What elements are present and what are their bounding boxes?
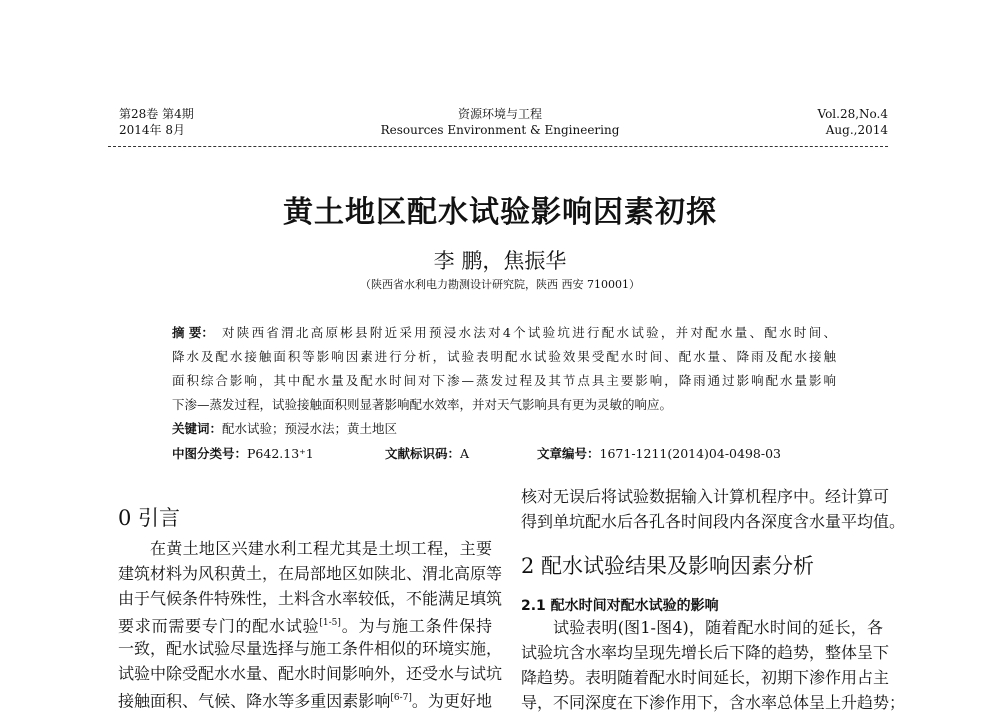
abstract (172, 321, 836, 417)
body-line: 试验中除受配水水量、配水时间影响外，还受水与试坑 (118, 664, 503, 683)
volume-issue-cn: 第28卷 第4期 (119, 107, 194, 121)
journal-volume (818, 106, 889, 138)
document-code-label: 文献标识码： (385, 446, 461, 461)
body-line: 导，不同深度在下渗作用下，含水率总体呈上升趋势； (521, 693, 906, 712)
subsection-heading: 2.1 配水时间对配水试验的影响 (521, 598, 719, 614)
section-heading-introduction: 0 引言 (118, 506, 181, 530)
body-line (118, 611, 492, 636)
document-code (385, 444, 469, 462)
article-number-value: 1671-1211(2014)04-0498-03 (599, 446, 781, 461)
body-text: 要求而需要专门的配水试验 (118, 616, 320, 636)
journal-name-en: Resources Environment & Engineering (380, 123, 620, 137)
affiliation: （陕西省水利电力勘测设计研究院，陕西 西安 710001） (360, 278, 640, 291)
abstract-line: 下渗—蒸发过程，试验接触面积则显著影响配水效率，并对天气影响具有更为灵敏的响应。 (172, 397, 673, 412)
date-en: Aug.,2014 (825, 123, 888, 137)
abstract-line: 降水及配水接触面积等影响因素进行分析，试验表明配水试验效果受配水时间、配水量、降雨及配水接触 (172, 349, 836, 364)
body-text: 。为更好地 (411, 691, 492, 711)
left-column-body (118, 536, 503, 711)
article-number (537, 444, 781, 462)
citation[interactable]: [1-5] (319, 618, 341, 628)
body-line: 试验表明(图1-图4)，随着配水时间的延长，各 (553, 618, 883, 637)
classification-label: 中图分类号： (172, 446, 248, 461)
document-code-value: A (460, 446, 470, 461)
article-number-label: 文章编号： (537, 446, 600, 461)
body-line: 得到单坑配水后各孔各时间段内各深度含水量平均值。 (521, 512, 906, 531)
keywords (172, 419, 397, 437)
body-line: 建筑材料为风积黄土，在局部地区如陕北、渭北高原等 (118, 564, 503, 583)
body-line: 试验坑含水率均呈现先增长后下降的趋势，整体呈下 (521, 643, 890, 662)
body-line: 在黄土地区兴建水利工程尤其是土坝工程，主要 (150, 539, 492, 558)
citation[interactable]: [6-7] (390, 693, 412, 703)
paper-title: 黄土地区配水试验影响因素初探 (283, 195, 717, 230)
right-column-body (521, 615, 906, 715)
date-cn: 2014年 8月 (119, 123, 185, 137)
journal-name-cn: 资源环境与工程 (457, 107, 542, 121)
keywords-value: 配水试验；预浸水法；黄土地区 (222, 421, 398, 436)
abstract-line: 面积综合影响，其中配水量及配水时间对下渗—蒸发过程及其节点具主要影响，降雨通过影响配水量影响 (172, 373, 836, 388)
body-line (118, 686, 492, 711)
abstract-label: 摘 要： (172, 325, 214, 340)
body-text: 接触面积、气候、降水等多重因素影响 (118, 691, 391, 711)
body-line: 降趋势。表明随着配水时间延长，初期下渗作用占主 (521, 668, 890, 687)
body-text: 。为与施工条件保持 (340, 616, 492, 636)
abstract-line: 对陕西省渭北高原彬县附近采用预浸水法对4个试验坑进行配水试验，并对配水量、配水时间、 (222, 325, 836, 340)
body-line: 一致，配水试验尽量选择与施工条件相似的环境实施， (118, 639, 503, 658)
header-rule (108, 146, 888, 147)
right-column-top (521, 484, 906, 534)
classification (172, 444, 314, 462)
authors: 李 鹏，焦振华 (433, 249, 567, 273)
volume-issue-en: Vol.28,No.4 (817, 107, 888, 121)
classification-value: P642.13⁺1 (247, 446, 314, 461)
keywords-label: 关键词： (172, 421, 223, 436)
body-line: 由于气候条件特殊性，土料含水率较低，不能满足填筑 (118, 589, 503, 608)
body-line: 核对无误后将试验数据输入计算机程序中。经计算可 (521, 487, 890, 506)
section-heading-results: 2 配水试验结果及影响因素分析 (521, 554, 815, 578)
